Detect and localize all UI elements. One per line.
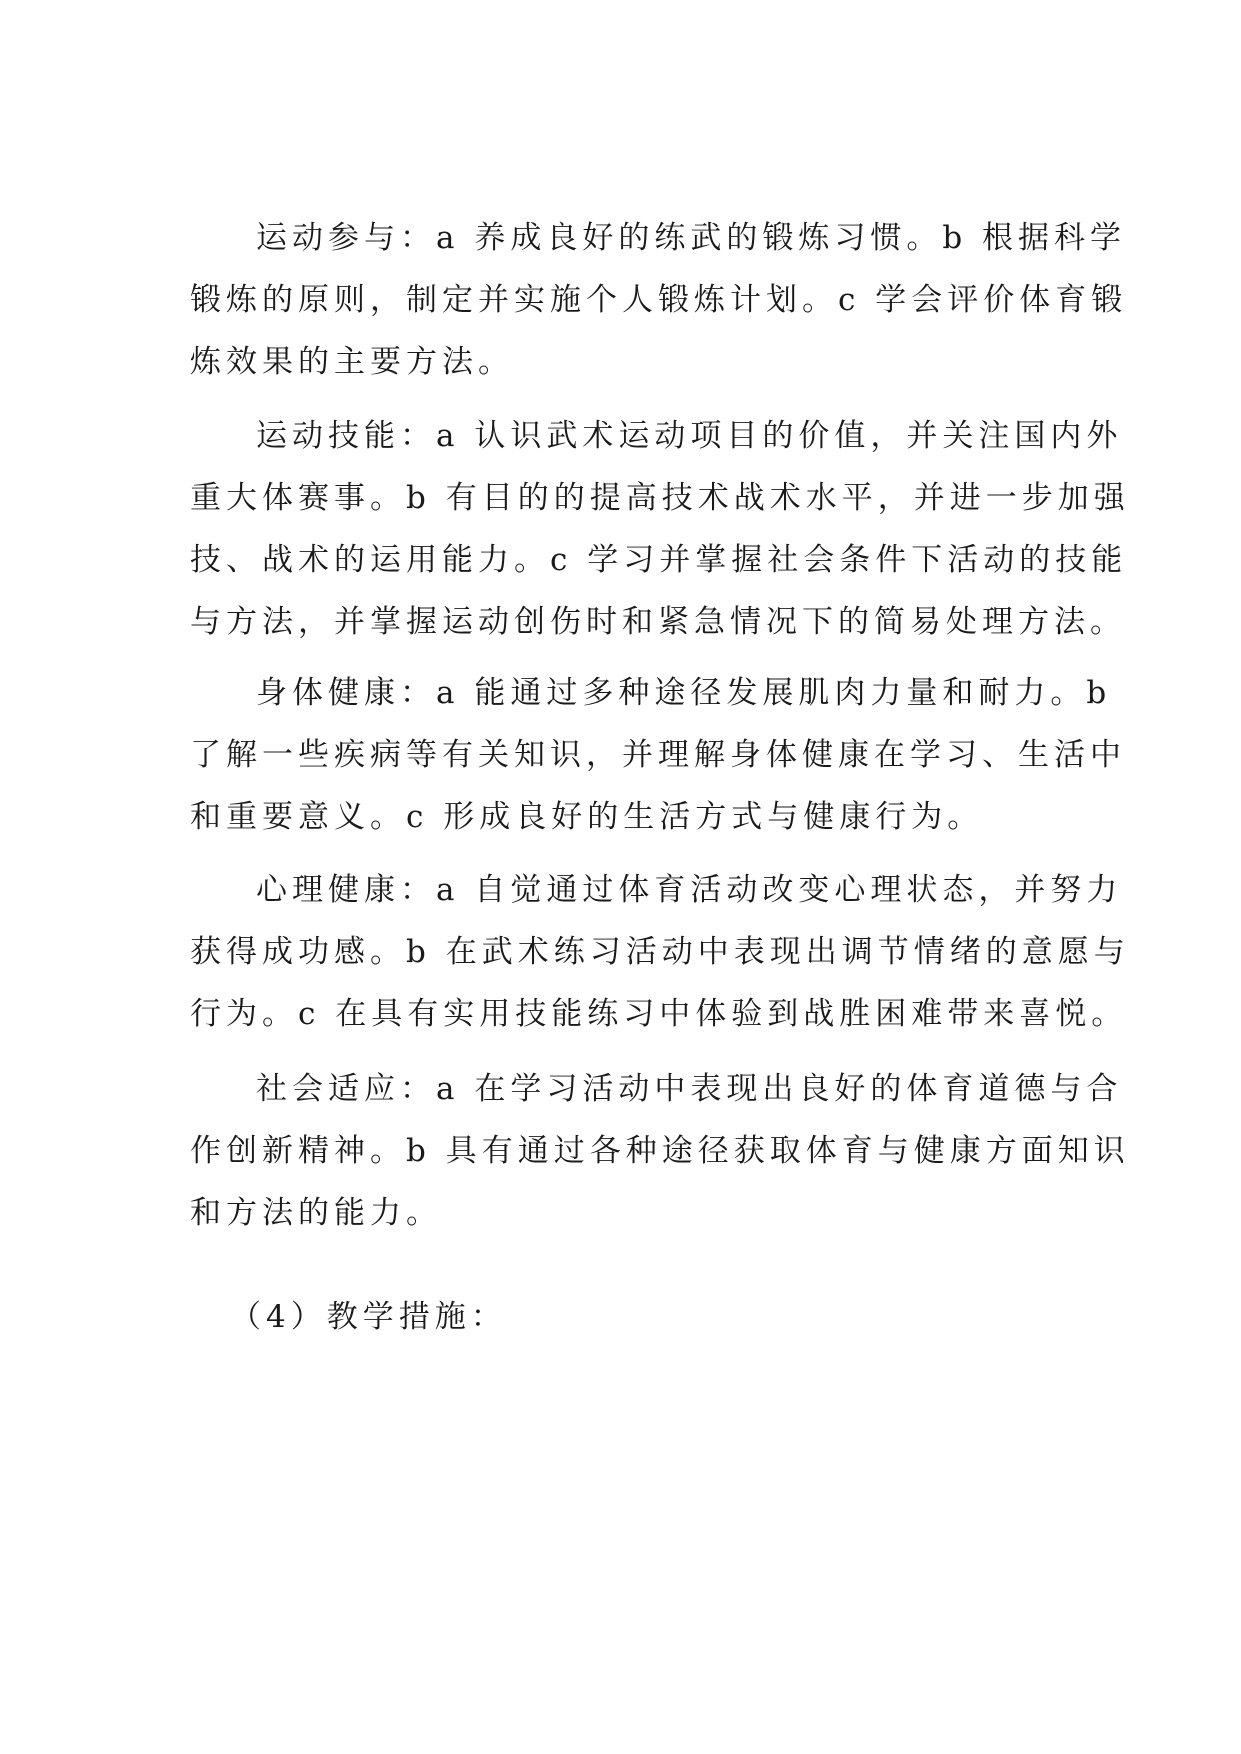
text-line: 身体健康：a 能通过多种途径发展肌肉力量和耐力。b bbox=[256, 675, 1112, 711]
paragraph-mental-health bbox=[190, 859, 1130, 1045]
text-line: 心理健康：a 自觉通过体育活动改变心理状态，并努力 bbox=[256, 872, 1123, 908]
paragraph-sports-skills bbox=[190, 405, 1130, 653]
text-line: 了解一些疾病等有关知识，并理解身体健康在学习、生活中 bbox=[190, 737, 1126, 773]
text-line: 运动参与：a 养成良好的练武的锻炼习惯。b 根据科学 bbox=[256, 220, 1127, 256]
section-heading-teaching-measures bbox=[190, 1286, 1070, 1348]
text-line: 和方法的能力。 bbox=[190, 1195, 442, 1231]
text-line: 与方法，并掌握运动创伤时和紧急情况下的简易处理方法。 bbox=[190, 604, 1126, 640]
text-line: 技、战术的运用能力。c 学习并掌握社会条件下活动的技能 bbox=[190, 542, 1128, 578]
text-line: 行为。c 在具有实用技能练习中体验到战胜困难带来喜悦。 bbox=[190, 996, 1128, 1032]
paragraph-sports-participation bbox=[190, 207, 1128, 393]
text-line: 锻炼的原则，制定并实施个人锻炼计划。c 学会评价体育锻 bbox=[190, 282, 1128, 318]
text-line: 作创新精神。b 具有通过各种途径获取体育与健康方面知识 bbox=[190, 1133, 1130, 1169]
text-line: 社会适应：a 在学习活动中表现出良好的体育道德与合 bbox=[256, 1071, 1123, 1107]
paragraph-social-adaptation bbox=[190, 1058, 1130, 1244]
text-line: 和重要意义。c 形成良好的生活方式与健康行为。 bbox=[190, 799, 984, 835]
text-line: 运动技能：a 认识武术运动项目的价值，并关注国内外 bbox=[256, 418, 1123, 454]
paragraph-physical-health bbox=[190, 662, 1126, 848]
text-line: 获得成功感。b 在武术练习活动中表现出调节情绪的意愿与 bbox=[190, 934, 1130, 970]
text-line: 重大体赛事。b 有目的的提高技术战术水平，并进一步加强 bbox=[190, 480, 1130, 516]
heading-text: （4）教学措施： bbox=[230, 1299, 507, 1335]
text-line: 炼效果的主要方法。 bbox=[190, 344, 514, 380]
